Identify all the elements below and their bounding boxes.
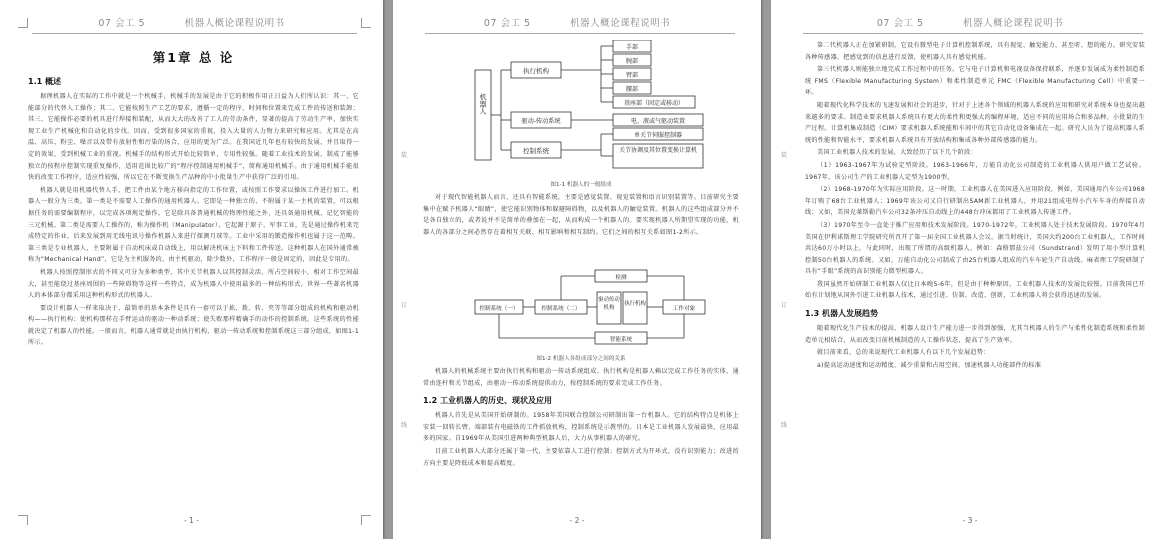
- binding-mark: 装: [781, 152, 788, 159]
- diagram-root-label: 机器人: [479, 93, 487, 115]
- paragraph: 机器人就是用机器代替人手，把工件由某个地方移向指定的工作位置，或按照工作要求以操纵工件进行加工。机器人一般分为三类。第一类是不需要人工操作的通用机器人。它即是一种独立的、不附属于某一主机的装置，可以根据任务的需要编制程序，以完成各项规定操作。它是除具备普通机械的物理性能之外，还具备通用机械、记忆智能的三元机械。第二类是需要人工操作的，称为操作机（Manipulator）。它起源于原子、军事工业，先是通过操作机来完成特定的作业，后来发展到用无线电讯号操作机器人来进行探测月球等。工业中采用的锻造操作机也属于这一范畴。第三类是专业机器人，主要附属于自动机床或自动线上，用以解决机床上下料和工件传送。这种机器人在国外通常被称为“Mechanical Hand”，它是为主机服务的，由主机驱动，除少数外，工作程序一般是固定的，因此是专用的。: [28, 186, 359, 264]
- paragraph: a)提高运动速度和运动精度，减少重量和占用空间，加速机器人功能部件的标准: [817, 361, 1042, 369]
- section-heading: 1.3 机器人发展趋势: [805, 309, 878, 319]
- block-label: 控制系统（二）: [541, 306, 581, 312]
- crop-mark: [18, 18, 28, 28]
- diagram-leaf-label: 腕部: [625, 58, 639, 65]
- header-title: 机器人概论课程说明书: [184, 18, 285, 29]
- binding-mark: 订: [401, 302, 408, 309]
- diagram-leaf-label: 手部: [625, 44, 639, 51]
- page-number: - 2 -: [569, 516, 585, 525]
- page-2-body-lower: [423, 352, 739, 470]
- page-header: [771, 15, 1169, 29]
- paragraph: 随着现代化科学技术的飞速发展和社会的进步，针对于上述各个领域的机器人系统的应用和研究对系统本身也提出越来越多的要求。制造业要求机器人系统具有更大的柔性和更强大的编程环境，适应不同的应用场合和多品种、小批量的生产过程。计算机集成制造（CIM）要求机器人系统能和车间中的其它自动化设备集成在一起。研究人员为了提高机器人系统的性能和智能水平，要求机器人系统具有开放结构和集成各种外部传感器的能力。: [805, 101, 1145, 144]
- figure-1-2-diagram: [473, 268, 723, 348]
- page-header: [393, 15, 761, 29]
- paragraph: 随着现代化生产技术的提高，机器人设计生产能力进一步得到加强，尤其当机器人的生产与柔性化制造系统和柔性制造单元相结合，从而改变目前机械制造的人工操作状态，提高了生产效率。: [805, 325, 1145, 344]
- paragraph: 第二代机器人正在加紧研制，它设有微型电子计算机控制系统，具有视觉、触觉能力，甚至听、想的能力。研究安装各种传感器，把感觉到的信息进行反馈，使机器人具有感觉机能。: [805, 42, 1145, 61]
- block-label: 执行机构: [624, 301, 646, 307]
- header-course: 07 会工 5: [483, 18, 531, 29]
- crop-mark: [361, 18, 371, 28]
- diagram-leaf-label: 电、液或气驱动装置: [630, 118, 686, 125]
- header-course: 07 会工 5: [98, 18, 146, 29]
- header-rule: [803, 33, 1143, 34]
- block-label: 工作对象: [672, 306, 696, 312]
- block-label: 检测: [615, 275, 627, 281]
- paragraph: 目前工业机器人大部分还属于第一代，主要依靠人工进行控制；控制方式为开环式，没有识别能力；改进的方向主要是降低成本和提高精度。: [423, 447, 739, 467]
- history-item: （3）1970年至今一直处于推广应用和技术发展阶段。1970-1972年，工业机器人处于技术发展阶段。1970年4月美国在伊利诺斯理工学院研究所召开了第一届全国工业机器人会议。据当时统计，美国大约200台工业机器人，工作时间共达60万小时以上，与此同时，出现了所谓的高级机器人，例如：森格那兹公司（Sundstrand）发明了用小型计算机控制50台机器人的系统。又如，万能自动化公司制成了由25台机器人组成的汽车车轮生产自动线。麻省理工学院研制了具有“手眼”系统的高识别能力微型机器人。: [805, 221, 1145, 276]
- page-1: [0, 0, 383, 539]
- history-item: （1）1963-1967年为试验定型阶段。1963-1966年，万能自动化公司制造的工业机器人供用户做工艺试验。1967年，该公司生产的工业机器人定型为1900型。: [805, 161, 1145, 181]
- section-heading: 1.1 概述: [28, 77, 61, 86]
- paragraph: 据理机器人在实际的工作中就是一个机械手，机械手的发展是由于它的积极作用正日益为人们所认识：其一、它能部分的代替人工操作；其二、它能按照生产工艺的要求，遵循一定的程序、时间和位置来完成工件的传送和装卸；其三、它能操作必要的机具进行焊接和装配，从而大大的改善了工人的劳动条件，显著的提高了劳动生产率，加快实现工业生产机械化和自动化的步伐。因而，受到很多国家的重视，投入大量的人力物力来研究和应用。尤其是在高温、高压、粉尘、噪音以及带有放射性和污染的场合，应用的更为广泛。在我国近几年也有较快的发展，并且取得一定的效果，受到机械工业的重视。机械手的结构形式开始比较简单，专用性较强。随着工业技术的发展，制成了能够独立的按程序控制实现重复操作，适用范围比较广的“程序控制通用机械手”，简称通用机械手。由于通用机械手能很快的改变工作程序，适应性较强，所以它在不断变换生产品种的中小批量生产中获得广泛的引用。: [28, 93, 359, 182]
- diagram-leaf-label: 关节协调及其位置变换计算机: [618, 147, 697, 154]
- header-course: 07 会工 5: [876, 18, 924, 29]
- diagram-branch-label: 执行机构: [523, 67, 549, 75]
- diagram-leaf-label: 腰部: [625, 86, 639, 93]
- diagram-branch-label: 控制系统: [523, 147, 549, 155]
- history-item: （2）1968-1970年为实际应用阶段。这一时期，工业机器人在美国进入应用阶段，例如，美国通用汽车公司1968年订购了68台工业机器人；1969年该公司又自行研制出SAM新工业机器人，并用21组成电焊小汽车车身的焊接自动线；又如，美国克莱斯勒汽车公司32条冲压自动线上的448台冲床都用了工业机器人传递工件。: [805, 186, 1145, 217]
- paragraph: 机器人按照控制形式的不同又可分为多种类型，其中关节机器人以其控制灵活、所占空间较小，相对工作空间最大，甚至能绕过基座周围的一些障碍物等这样一些特点，成为机器人中使用最多的一种结构形式。世界一些著名机器人的本体部分都采用这种机构形式的机器人。: [28, 268, 359, 300]
- header-rule: [425, 33, 735, 34]
- figure-caption: 图1-2 机器人各组成部分之间的关系: [536, 356, 626, 362]
- binding-mark: 线: [401, 422, 408, 429]
- page-3-body: [805, 40, 1145, 372]
- paragraph: 机器人的机械系统主要由执行机构和驱动一传动系统组成。执行机构是机器人赖以完成工作任务的实体，通常由连杆和关节组成，由驱动一传动系统提供动力，按控制系统的要求完成工作任务。: [423, 368, 739, 387]
- page-2: [393, 0, 761, 539]
- paragraph: 美国工业机器人技术的发展，大致经历了以下几个阶段：: [817, 149, 977, 157]
- paragraph: 我国虽然开始研制工业机器人仅比日本晚5-6年，但是由于种种原因，工业机器人技术的发展比较慢。目前我国已开始有计划地从国外引进工业机器人技术，通过引进、仿制、改造、创新，工业机器人将会获得迅速的发展。: [805, 280, 1145, 300]
- binding-mark: 装: [401, 152, 408, 159]
- diagram-root-box: [475, 70, 491, 160]
- block-label: 控制系统（一）: [479, 306, 519, 312]
- diagram-leaf-label: 单关节伺服控制器: [633, 132, 683, 139]
- header-title: 机器人概论课程说明书: [570, 18, 671, 29]
- diagram-leaf-label: 基座部（固定或移动）: [623, 100, 685, 107]
- page-1-body: [28, 42, 359, 350]
- chapter-title: 第1章 总 论: [152, 50, 235, 65]
- paragraph: 机器人首先是从美国开始研制的。1958年美国联合控制公司研制出第一台机器人。它的结构特点是机体上安装一回转长臂，端部装有电磁铁的工件抓放机构，控制系统是示教型的。日本是工业机器人发展最快、应用最多的国家。自1969年从美国引进两种典型机器人后，大力从事机器人的研究。: [423, 412, 739, 443]
- block-label: 驱动传动机构: [598, 297, 620, 311]
- block-label: 智能系统: [609, 337, 633, 343]
- paragraph: 就目前来看，总的来说现代工业机器人有以下几个发展趋势：: [817, 349, 990, 357]
- page-number: - 1 -: [184, 516, 199, 525]
- header-title: 机器人概论课程说明书: [963, 18, 1064, 29]
- header-rule: [32, 33, 357, 34]
- diagram-branch-label: 驱动-传动系统: [521, 118, 561, 125]
- page-3: [771, 0, 1169, 539]
- section-heading: 1.2 工业机器人的历史、现状及应用: [423, 396, 552, 406]
- page-header: [0, 15, 383, 29]
- binding-mark: 线: [781, 422, 788, 429]
- paragraph: 第三代机器人则能独立地完成工作过程中的任务。它与电子计算机和电视设备保持联系，并逐步发展成为柔性制造系统 FMS（Flexible Manufacturing System）和柔性制造单元 FMC（Flexible Manufacturing Cell）中重要一环。: [805, 66, 1145, 97]
- paragraph: 要设计机器人一样来取决于，最简单的基本条件是具有一套可以于拣、拨、转、夹等等部分组成的机构和驱动机构——执行机构；使机构那样在手臂运动的驱动一种动系统；使失败那样精确手的动作的控制系统。这些系统的性能就决定了机器人的性能。一般而言，机器人通常就是由执行机构、驱动一传动系统和控制系统这三部分组成，如图1-1所示。: [28, 304, 359, 347]
- figure-caption: 图1-1 机器人的一般组成: [550, 182, 612, 188]
- diagram-leaf-label: 臂部: [625, 72, 639, 79]
- page-2-body: [423, 178, 739, 239]
- paragraph: 对于现代智能机器人而言，还具有智能系统，主要是感觉装置、视觉装置和语言识别装置等。目前研究主要集中在赋予机器人“眼睛”，使它能识别物体和躲避障碍物，以及机器人的触觉装置。机器人的这些组成部分并不是各自独立的，或者说并不是简单的叠加在一起，从而构成一个机器人的。要实现机器人所期望实现的功能，机器人的各部分之间必然存在着相互关联、相互影响和相互制约。它们之间的相互关系如图1-2所示。: [423, 194, 739, 236]
- binding-mark: 订: [781, 302, 788, 309]
- page-number: - 3 -: [962, 516, 978, 525]
- figure-1-1-diagram: [471, 40, 731, 180]
